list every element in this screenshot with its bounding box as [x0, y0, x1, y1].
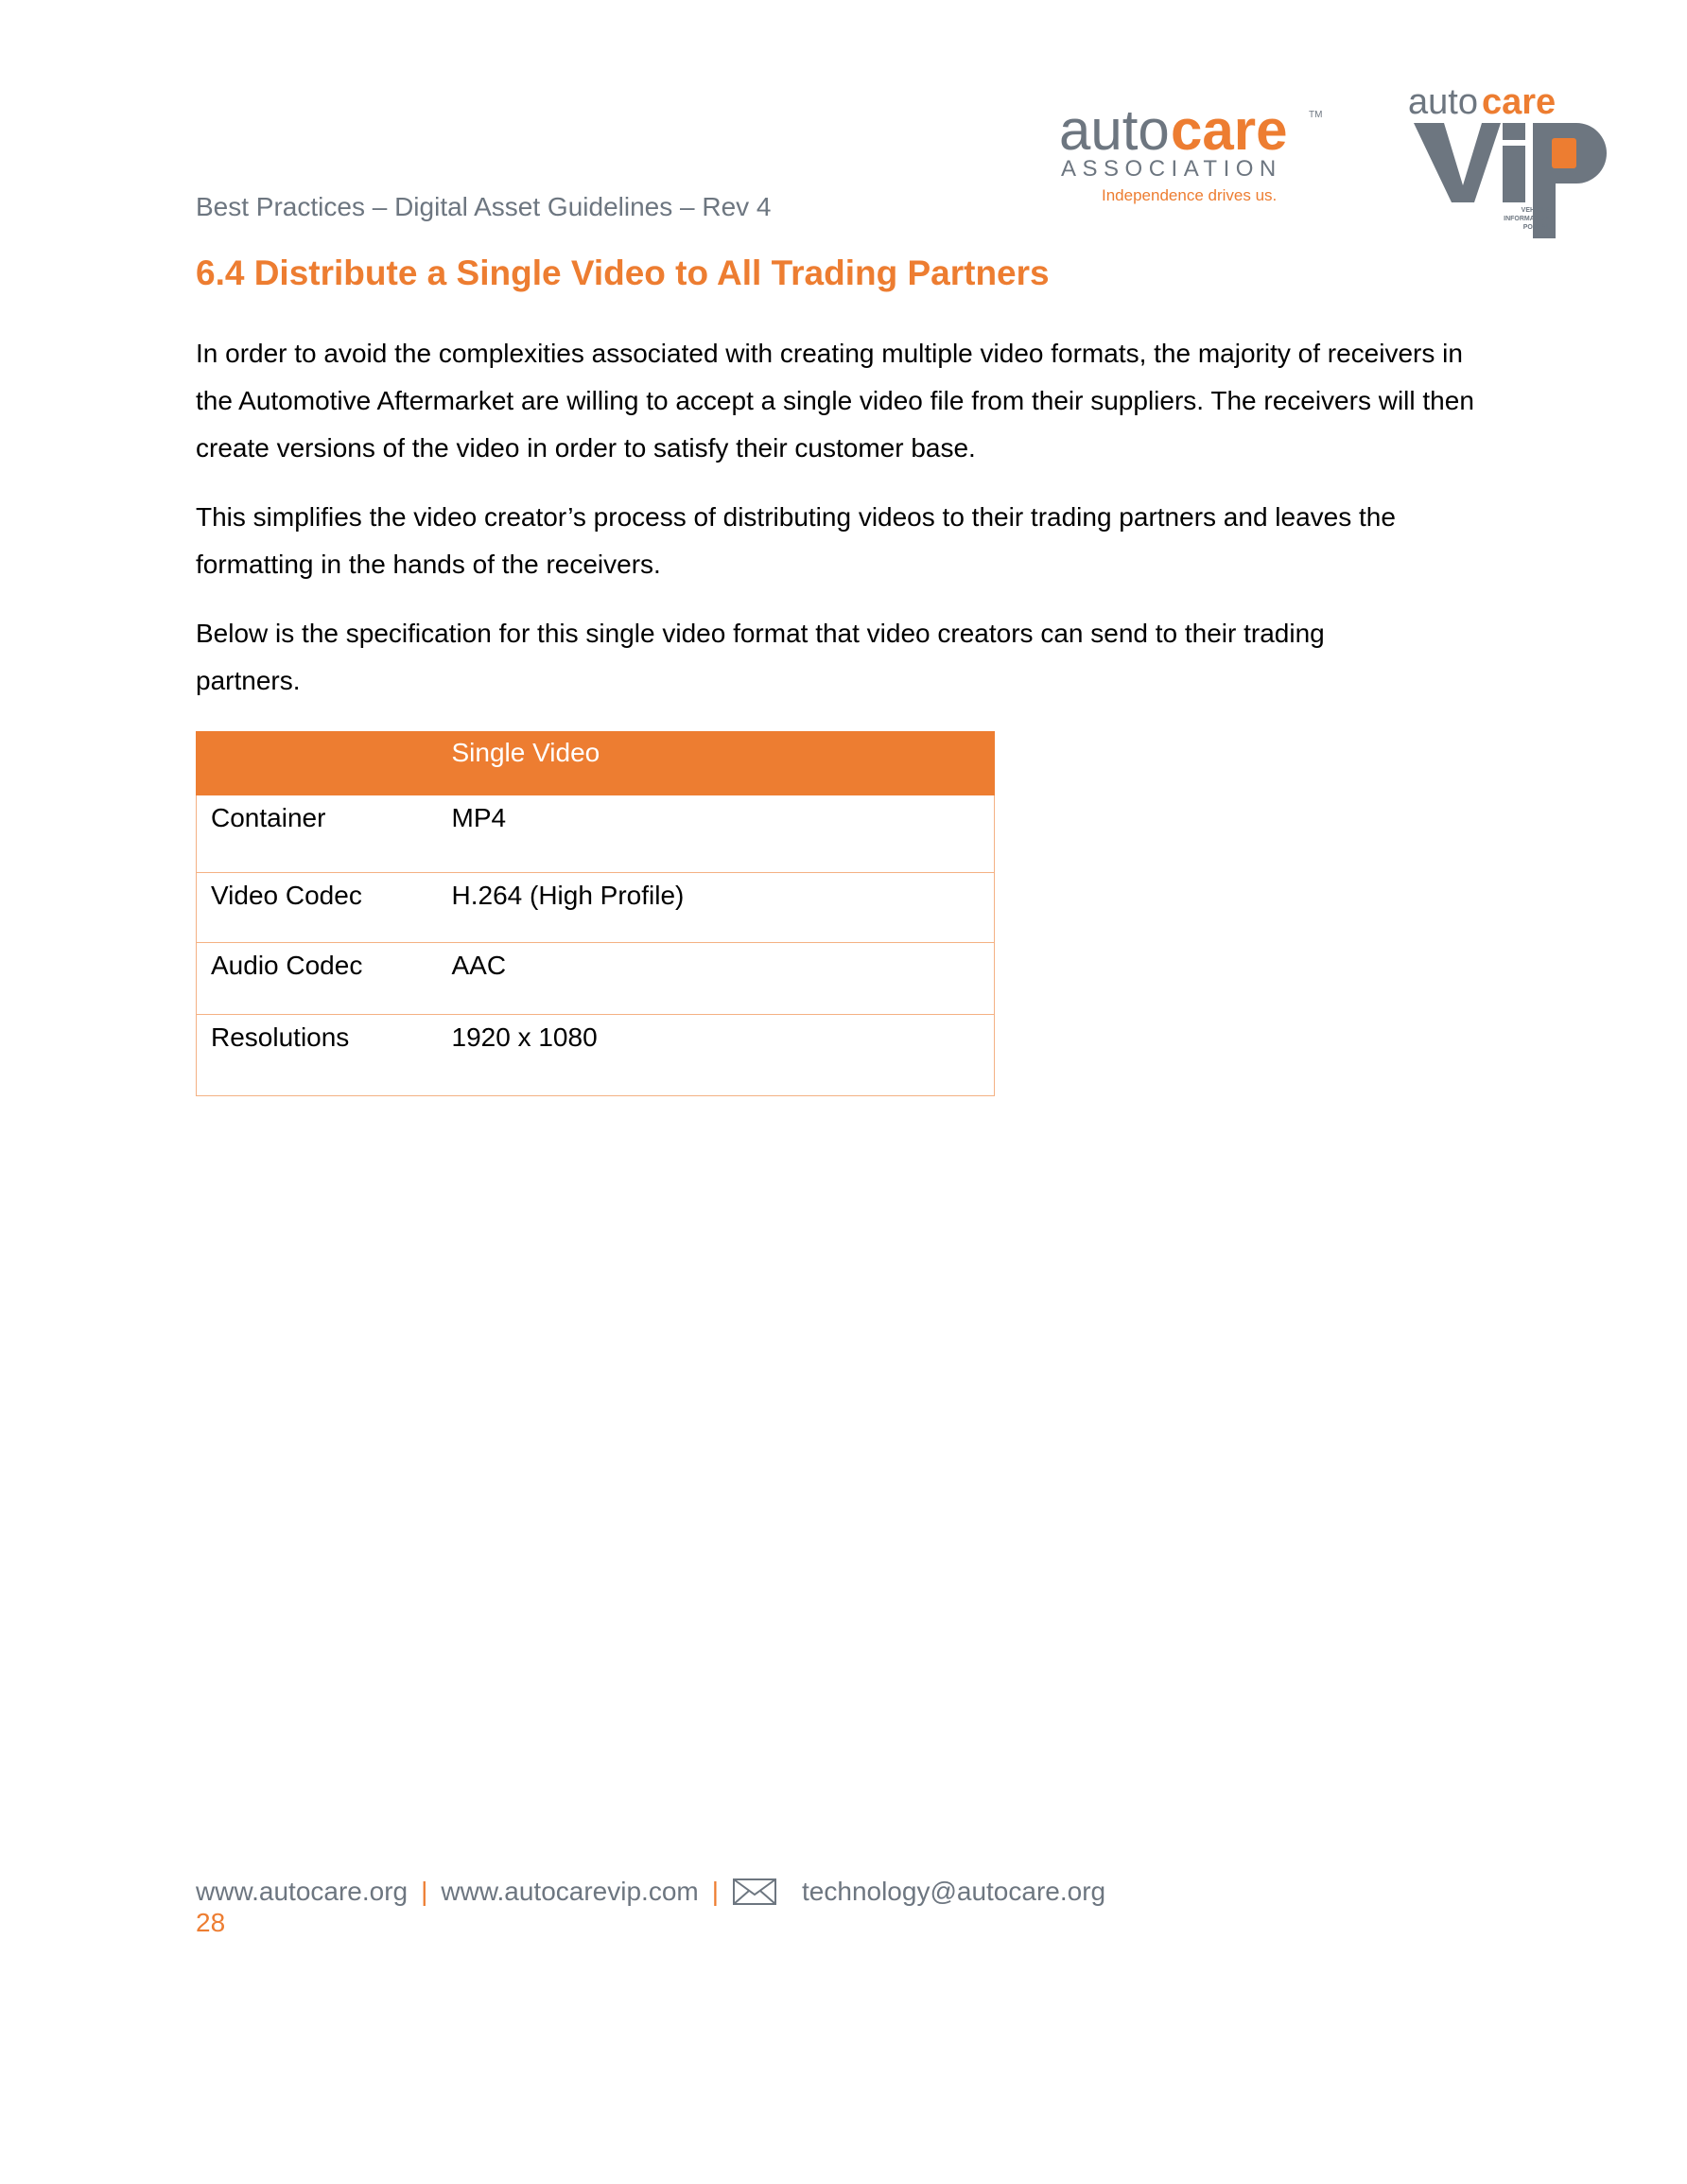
logo-vip-care: care [1482, 82, 1557, 122]
logo-aca-tagline: Independence drives us. [1102, 186, 1278, 204]
table-cell-value: H.264 (High Profile) [438, 873, 995, 943]
section-heading: 6.4 Distribute a Single Video to All Trading Partners [196, 253, 1050, 292]
table-header-cell-blank [197, 732, 438, 795]
body-paragraph-1: In order to avoid the complexities associated with creating multiple video formats, the majority of receivers in the Automotive Aftermarket are willing to accept a single video file from their suppliers. The receivers will then create versions of the video in order to satisfy their customer base. [196, 339, 1474, 463]
table-header-cell-single-video: Single Video [438, 732, 995, 795]
table-cell-value: 1920 x 1080 [438, 1015, 995, 1096]
table-cell-label: Container [197, 795, 438, 873]
logo-aca-care: care [1171, 98, 1288, 162]
table-row [197, 1015, 995, 1096]
logo-aca-auto: auto [1059, 98, 1170, 162]
table-row [197, 873, 995, 943]
table-row [197, 943, 995, 1015]
logo-vip-orange-square [1552, 138, 1576, 168]
autocare-association-logo [1057, 95, 1369, 218]
logo-vip-portal-line2: INFORMATION [1504, 216, 1550, 222]
footer-link-autocare[interactable]: www.autocare.org [196, 1877, 409, 1906]
video-spec-table [196, 731, 995, 1096]
autocare-vip-logo [1395, 79, 1614, 242]
logo-vip-i-shape [1503, 146, 1525, 202]
table-cell-value: MP4 [438, 795, 995, 873]
logo-vip-portal-line3: PORTAL [1522, 224, 1550, 231]
logo-vip-auto: auto [1408, 82, 1478, 122]
footer-link-autocarevip[interactable]: www.autocarevip.com [441, 1877, 699, 1906]
footer-separator: | [421, 1877, 428, 1906]
envelope-icon [732, 1878, 777, 1906]
body-paragraph-3: Below is the specification for this single video format that video creators can send to their trading partners. [196, 619, 1325, 695]
footer-email-link[interactable]: technology@autocare.org [802, 1877, 1106, 1906]
logo-aca-tm: TM [1309, 110, 1323, 120]
footer-contact-line [196, 1877, 1105, 1907]
table-header-row [197, 732, 995, 795]
body-paragraph-2: This simplifies the video creator’s process of distributing videos to their trading partners and leaves the formatting in the hands of the receivers. [196, 502, 1396, 579]
footer-separator: | [711, 1877, 720, 1906]
logo-vip-v-shape [1414, 123, 1501, 202]
logo-aca-association: ASSOCIATION [1061, 156, 1282, 182]
running-header: Best Practices – Digital Asset Guidelines – Rev 4 [196, 192, 772, 221]
table-cell-label: Audio Codec [197, 943, 438, 1015]
logo-vip-portal-line1: VEHICLE [1521, 207, 1550, 214]
page-number: 28 [196, 1908, 226, 1937]
table-row [197, 795, 995, 873]
table-cell-label: Resolutions [197, 1015, 438, 1096]
table-cell-label: Video Codec [197, 873, 438, 943]
table-cell-value: AAC [438, 943, 995, 1015]
